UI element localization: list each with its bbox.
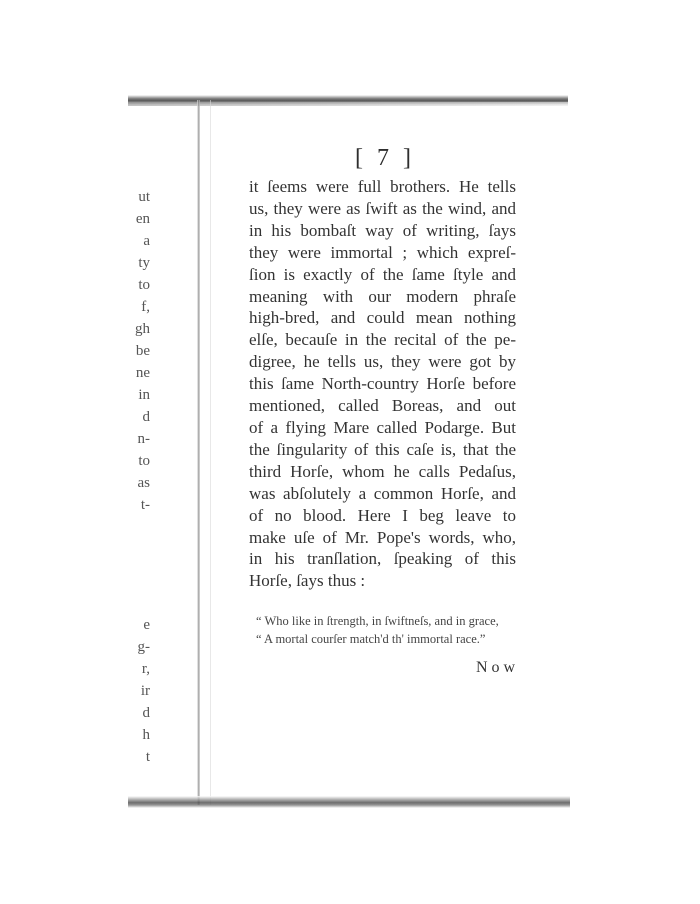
page-number-header: [ 7 ] bbox=[355, 145, 415, 171]
binding-gutter bbox=[197, 100, 200, 805]
text-line: ſion is exactly of the ſame ſtyle and bbox=[249, 264, 516, 284]
bottom-page-edge bbox=[128, 796, 570, 808]
text-line: this ſame North-country Horſe before bbox=[249, 374, 516, 394]
text-line: was abſolutely a common Horſe, and bbox=[249, 483, 516, 503]
fragment: t- bbox=[140, 497, 150, 513]
fragment: en bbox=[135, 211, 150, 227]
fragment: d bbox=[142, 705, 150, 721]
binding-gutter-faint bbox=[210, 100, 211, 805]
fragment: ir bbox=[140, 683, 150, 699]
fragment: d bbox=[142, 409, 150, 425]
fragment: to bbox=[138, 453, 150, 469]
fragment: gh bbox=[135, 321, 150, 337]
fragment: t bbox=[145, 749, 150, 765]
text-line: in his tranſlation, ſpeaking of this bbox=[249, 549, 516, 569]
text-line: third Horſe, whom he calls Pedaſus, bbox=[249, 461, 516, 481]
text-line: us, they were as ſwift as the wind, and bbox=[249, 198, 516, 218]
catchword: Now bbox=[476, 659, 520, 676]
text-line: the ſingularity of this caſe is, that the bbox=[249, 439, 516, 459]
text-line: in his bombaſt way of writing, ſays bbox=[249, 220, 516, 240]
fragment: as bbox=[137, 475, 150, 491]
text-line: it ſeems were full brothers. He tells bbox=[249, 177, 516, 196]
fragment: h bbox=[142, 727, 150, 743]
text-line: high-bred, and could mean nothing bbox=[249, 308, 516, 328]
fragment: a bbox=[143, 233, 150, 249]
fragment: be bbox=[135, 343, 150, 359]
fragment: in bbox=[138, 387, 150, 403]
fragment: e bbox=[143, 617, 150, 633]
fragment: n- bbox=[137, 431, 150, 447]
quote-line: “ Who like in ſtrength, in ſwiftneſs, and in grace, bbox=[256, 614, 499, 628]
fragment: ut bbox=[138, 189, 150, 205]
fragment: ne bbox=[135, 365, 150, 381]
text-line: elſe, becauſe in the recital of the pe- bbox=[249, 330, 516, 350]
facing-page-fragments bbox=[110, 186, 150, 768]
text-line: meaning with our modern phraſe bbox=[249, 286, 516, 306]
fragment: g- bbox=[137, 639, 150, 655]
fragment: to bbox=[138, 277, 150, 293]
text-line: Horſe, ſays thus : bbox=[249, 571, 366, 591]
fragment: ty bbox=[138, 255, 150, 271]
verse-quotation bbox=[256, 612, 520, 648]
fragment: f, bbox=[141, 299, 150, 315]
text-line: of no blood. Here I beg leave to bbox=[249, 505, 516, 525]
text-line: of a flying Mare called Podarge. But bbox=[249, 417, 516, 437]
text-line: mentioned, called Boreas, and out bbox=[249, 396, 516, 416]
fragment: r, bbox=[141, 661, 150, 677]
body-text bbox=[249, 176, 516, 592]
fragment-gap bbox=[110, 516, 150, 614]
top-page-edge-shadow bbox=[128, 102, 568, 106]
quote-line: “ A mortal courſer match'd th' immortal race.” bbox=[256, 632, 486, 646]
text-line: digree, he tells us, they were got by bbox=[249, 352, 516, 372]
text-line: make uſe of Mr. Pope's words, who, bbox=[249, 527, 516, 547]
text-line: they were immortal ; which expreſ- bbox=[249, 242, 516, 262]
